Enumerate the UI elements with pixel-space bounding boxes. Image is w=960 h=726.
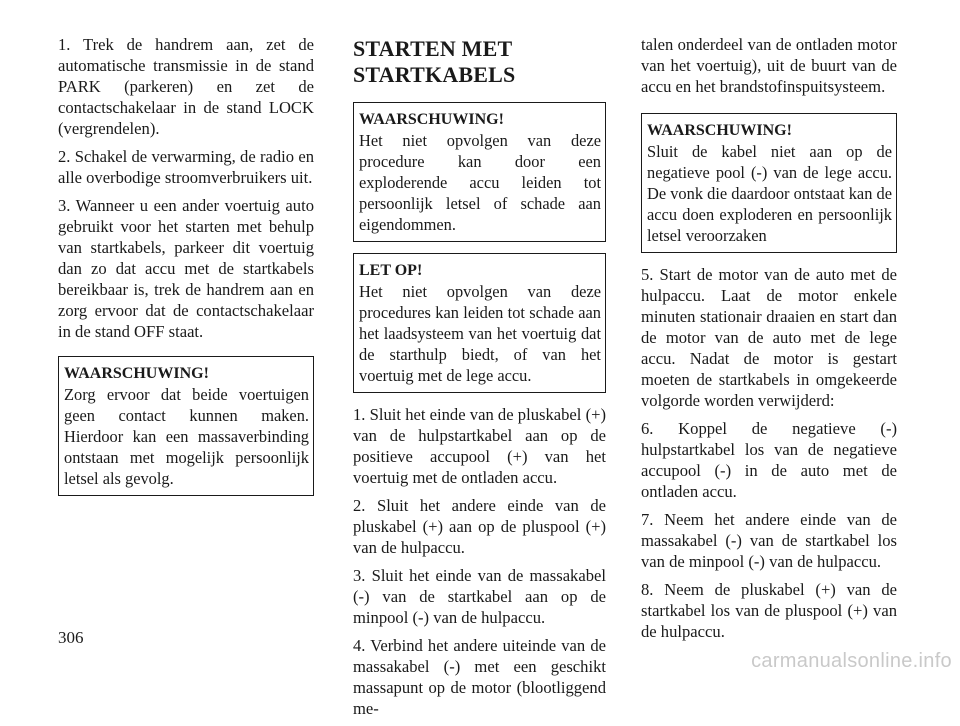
step-1-paragraph: 1. Sluit het einde van de pluskabel (+) van de hulpstartkabel aan op de positieve accupool (+) van het voertuig met de ontladen accu. (353, 405, 606, 487)
caution-box (353, 253, 606, 393)
step-5-paragraph: 5. Start de motor van de auto met de hulpaccu. Laat de motor enkele minuten stationair draaien en start dan de motor van de auto met de lege accu. Nadat de motor is gestart moeten de startkabels in omgekeerde volgorde worden verwijderd: (641, 265, 897, 410)
warning-box (58, 356, 314, 496)
warning-box (353, 102, 606, 242)
warning-text: Sluit de kabel niet aan op de negatieve pool (-) van de lege accu. De vonk die daardoor ontstaat kan de accu doen exploderen en persoonlijk letsel veroorzaken (647, 142, 892, 245)
step-3-paragraph: 3. Sluit het einde van de massakabel (-) van de startkabel aan op de minpool (-) van de hulpaccu. (353, 566, 606, 627)
caution-title: LET OP! (359, 262, 423, 279)
section-heading: STARTEN MET STARTKABELS (353, 36, 516, 87)
warning-title: WAARSCHUWING! (647, 122, 792, 139)
step-1-paragraph: 1. Trek de handrem aan, zet de automatische transmissie in de stand PARK (parkeren) en zet de contactschakelaar in de stand LOCK (vergrendelen). (58, 35, 314, 138)
step-7-paragraph: 7. Neem het andere einde van de massakabel (-) van de startkabel los van de minpool (-) van de hulpaccu. (641, 510, 897, 571)
step-3-paragraph: 3. Wanneer u een ander voertuig auto gebruikt voor het starten met behulp van startkabels, parkeer dit voertuig dan zo dat accu met de startkabels bereikbaar is, trek de handrem aan en zorg ervoor dat de contactschakelaar in de stand OFF staat. (58, 196, 314, 341)
warning-text: Het niet opvolgen van deze procedure kan door een exploderende accu leiden tot persoonlijk letsel of schade aan eigendommen. (359, 131, 601, 234)
step-2-paragraph: 2. Sluit het andere einde van de pluskabel (+) aan op de pluspool (+) van de hulpaccu. (353, 496, 606, 557)
column-right (641, 34, 897, 649)
column-left (58, 34, 314, 507)
caution-text: Het niet opvolgen van deze procedures kan leiden tot schade aan het laadsysteem van het voertuig dat de starthulp biedt, of van het voertuig met de lege accu. (359, 282, 601, 385)
step-4-continued-paragraph: talen onderdeel van de ontladen motor van het voertuig), uit de buurt van de accu en het brandstofinspuitsysteem. (641, 35, 897, 96)
step-6-paragraph: 6. Koppel de negatieve (-) hulpstartkabel los van de negatieve accupool (-) in de auto met de ontladen accu. (641, 419, 897, 501)
step-4-paragraph: 4. Verbind het andere uiteinde van de massakabel (-) met een geschikt massapunt op de motor (blootliggend me- (353, 636, 606, 718)
watermark: carmanualsonline.info (751, 650, 952, 672)
step-2-paragraph: 2. Schakel de verwarming, de radio en alle overbodige stroomverbruikers uit. (58, 147, 314, 187)
page-number: 306 (58, 628, 84, 647)
column-middle (353, 34, 606, 726)
warning-text: Zorg ervoor dat beide voertuigen geen contact kunnen maken. Hierdoor kan een massaverbinding ontstaan met mogelijk persoonlijk letsel als gevolg. (64, 385, 309, 488)
warning-title: WAARSCHUWING! (359, 111, 504, 128)
warning-box (641, 113, 897, 253)
warning-title: WAARSCHUWING! (64, 365, 209, 382)
step-8-paragraph: 8. Neem de pluskabel (+) van de startkabel los van de pluspool (+) van de hulpaccu. (641, 580, 897, 641)
